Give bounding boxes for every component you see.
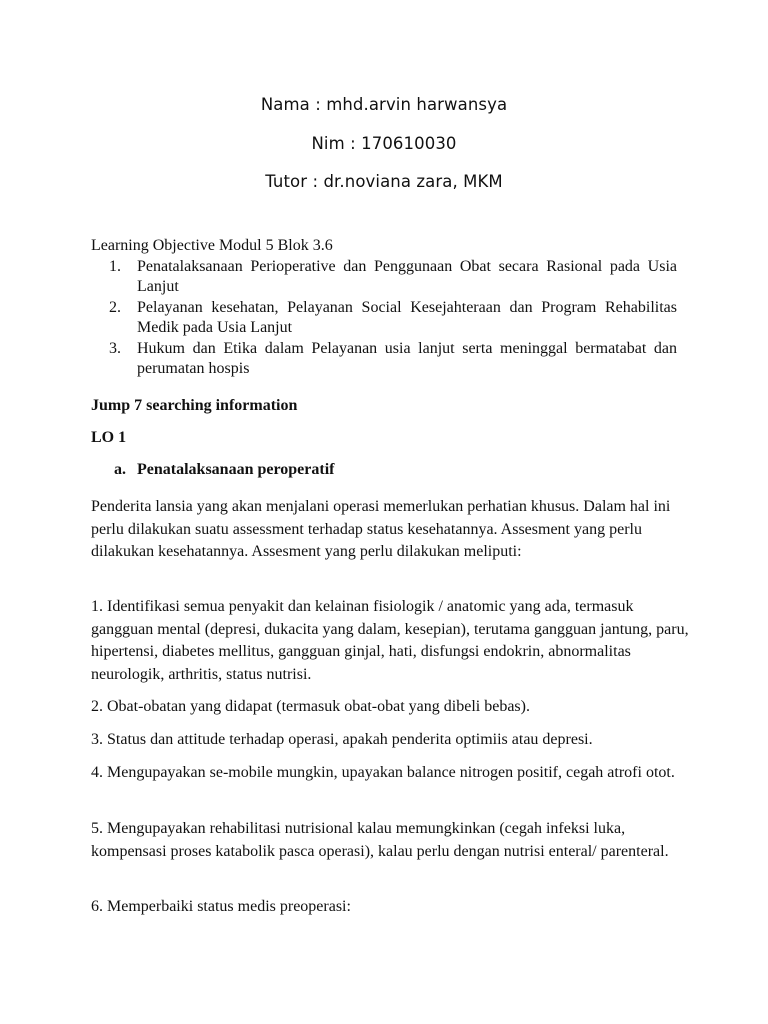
learning-objective-item [91, 257, 677, 297]
section-letter: a. [114, 461, 126, 478]
learning-objective-title: Learning Objective Modul 5 Blok 3.6 [91, 237, 333, 254]
item-text: Pelayanan kesehatan, Pelayanan Social Kesejahteraan dan Program Rehabilitas Medik pada Usia Lanjut [137, 299, 677, 336]
learning-objective-item [91, 339, 677, 379]
jump-heading: Jump 7 searching information [91, 397, 298, 414]
item-number: 1. [109, 258, 121, 275]
paragraph-5: 5. Mengupayakan rehabilitasi nutrisional kalau memungkinkan (cegah infeksi luka, kompensasi proses katabolik pasca operasi), kalau perlu dengan nutrisi enteral/ parenteral. [91, 820, 669, 860]
student-nim: Nim : 170610030 [311, 134, 457, 153]
item-number: 3. [109, 340, 121, 357]
intro-paragraph: Penderita lansia yang akan menjalani operasi memerlukan perhatian khusus. Dalam hal ini perlu dilakukan suatu assessment terhadap status kesehatannya. Assesment yang perlu dilakukan kesehatannya. Assesment yang perlu dilakukan meliputi: [91, 498, 671, 560]
paragraph-2: 2. Obat-obatan yang didapat (termasuk obat-obat yang dibeli bebas). [91, 698, 530, 715]
paragraph-6: 6. Memperbaiki status medis preoperasi: [91, 898, 351, 915]
learning-objective-list [91, 257, 677, 380]
item-text: Hukum dan Etika dalam Pelayanan usia lanjut serta meninggal bermatabat dan perumatan hospis [137, 340, 677, 377]
section-a-heading [114, 460, 334, 480]
section-title: Penatalaksanaan peroperatif [137, 461, 335, 478]
paragraph-3: 3. Status dan attitude terhadap operasi, apakah penderita optimiis atau depresi. [91, 731, 593, 748]
learning-objective-item [91, 298, 677, 338]
tutor-name: Tutor : dr.noviana zara, MKM [265, 172, 503, 191]
paragraph-1: 1. Identifikasi semua penyakit dan kelainan fisiologik / anatomic yang ada, termasuk gangguan mental (depresi, dukacita yang dalam, kesepian), terutama gangguan jantung, paru, hipertensi, diabetes mellitus, gangguan ginjal, hati, disfungsi endokrin, abnormalitas neurologik, arthritis, status nutrisi. [91, 598, 689, 683]
paragraph-4: 4. Mengupayakan se-mobile mungkin, upayakan balance nitrogen positif, cegah atrofi otot. [91, 764, 675, 781]
student-name: Nama : mhd.arvin harwansya [260, 95, 508, 114]
lo-heading: LO 1 [91, 429, 127, 446]
item-text: Penatalaksanaan Perioperative dan Penggunaan Obat secara Rasional pada Usia Lanjut [137, 258, 677, 295]
item-number: 2. [109, 299, 121, 316]
